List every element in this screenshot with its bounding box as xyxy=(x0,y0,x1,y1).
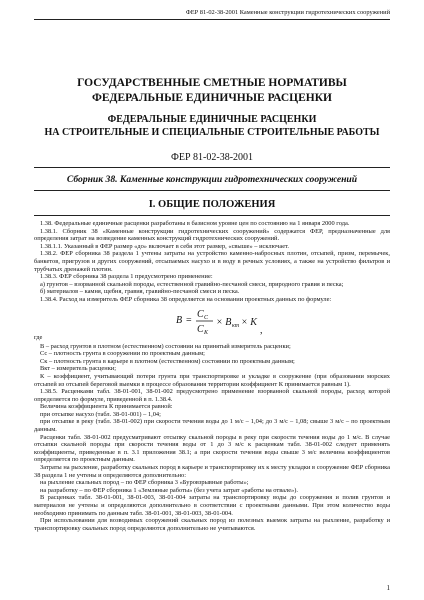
formula-graphic xyxy=(34,306,390,340)
formula-trailing: , xyxy=(260,324,263,336)
main-title-line-2: ФЕДЕРАЛЬНЫЕ ЕДИНИЧНЫЕ РАСЦЕНКИ xyxy=(91,92,333,104)
paragraph: б) материалов – камня, щебня, гравия, гравийно-песчаной смеси и песка. xyxy=(40,288,240,296)
where-label: где xyxy=(34,333,43,341)
paragraph: Расценки табл. 38-01-002 предусматривают отсыпку скальной породы в реку при скорости течения воды до 1 м/с. В случае отсыпки скальной породы при скорости течения воды от 1 до 3 м/с к расценкам табл. 38-01-002 следует применять коэффициенты, приведенные в п. 3.1 приложения 38.1; а при скорости течения воды свыше 3 м/с величина коэффициентов определяется по проектным данным. xyxy=(34,433,390,464)
header-rule xyxy=(34,19,390,20)
subtitle-line-1: ФЕДЕРАЛЬНЫЕ ЕДИНИЧНЫЕ РАСЦЕНКИ xyxy=(107,114,317,125)
paragraph: 1.38.2. ФЕР сборника 38 раздела 1 учтены затраты на устройство каменно-набросных плотин, отсыпей, призм, перемычек, банкетов, пригрузов и других сооружений, отсыпаемых насухо и в воду в речных условиях, а также на устройство фильтров и трубчатых дренажей плотин. xyxy=(34,250,390,273)
document-code: ФЕР 81-02-38-2001 xyxy=(170,152,254,163)
formula-denominator-sub: К xyxy=(204,329,208,336)
page-number: 1 xyxy=(386,584,390,592)
paragraph: Затраты на рыхление, разработку скальных пород в карьере и транспортировку их к месту укладки в сооружение ФЕР сборника 38 раздела 1 не учтены и определяются дополнительно: xyxy=(34,464,390,479)
paragraph: Вкт – измеритель расценки; xyxy=(40,365,116,373)
subtitle xyxy=(30,113,394,139)
formula-denominator: С xyxy=(197,323,204,335)
paragraph: а) грунтов – взорванной скальной породы, естественной гравийно-песчаной смеси, природного гравия и песка; xyxy=(40,280,344,288)
paragraph: 1.38.1.1. Указанный в ФЕР размер «до» включает в себя этот размер, «свыше» – исключает. xyxy=(40,242,289,250)
formula-lhs: В xyxy=(176,314,183,326)
paragraph: Величина коэффициента К принимается равной: xyxy=(40,403,173,411)
paragraph: 1.38.1. Сборник 38 «Каменные конструкции гидротехнических сооружений» содержатся ФЕР, предназначенные для определения затрат на возведение каменных конструкций гидротехнических сооружений. xyxy=(34,227,390,243)
code-rule xyxy=(34,167,390,168)
formula-numerator-sub: С xyxy=(204,314,209,321)
formula-times-1: × В xyxy=(216,316,232,328)
paragraph: 1.38.3. ФЕР сборника 38 раздела 1 предусмотрено применение: xyxy=(40,273,213,281)
main-title xyxy=(30,76,394,106)
formula xyxy=(34,306,390,340)
paragraph: 1.38.5. Расценками табл. 38-01-001, 38-01-002 предусмотрено применение взорванной скальной породы, расход которой определяется по формуле, приведенной в п. 1.38.4. xyxy=(34,388,390,403)
paragraph: 1.38.4. Расход на измеритель ФЕР сборника 38 определяется на основании проектных данных по формуле: xyxy=(40,295,332,303)
paragraph: на разработку – по ФЕР сборника 1 «Земляные работы» (без учета затрат «работы на отвале»). xyxy=(40,486,298,494)
paragraph: При использовании для возводимых сооружений скальных пород из полезных выемок затраты на рыхление, разработку и транспортировку скальных пород определяются дополнительно не учитываются. xyxy=(34,517,390,532)
body-text xyxy=(34,220,390,532)
formula-times-1-sub: кт xyxy=(232,322,240,329)
running-header: ФЕР 81-02-38-2001 Каменные конструкции гидротехнических сооружений xyxy=(185,9,390,16)
paragraph: Сс – плотность грунта в сооружении по проектным данным; xyxy=(40,350,205,358)
section-title: I. ОБЩИЕ ПОЛОЖЕНИЯ xyxy=(148,199,276,210)
section-rule xyxy=(34,215,390,216)
paragraph: К – коэффициент, учитывающий потери грунта при транспортировке и укладке в сооружение (при образовании морских отсыпей из отсыпей береговой выемки в процессе образования территории коэффициент К принимается равным 1). xyxy=(34,372,390,388)
paragraph: при отсыпке в реку (табл. 38-01-002) при скорости течения воды до 1 м/с – 1,04; до 3 м/с – 1,08; свыше 3 м/с – по проектным данным. xyxy=(34,418,390,434)
formula-times-2: × К xyxy=(241,316,257,328)
paragraph: В – расход грунтов в плотном (естественном) состоянии на принятый измеритель расценки; xyxy=(40,342,291,350)
collection-rule xyxy=(34,190,390,191)
main-title-line-1: ГОСУДАРСТВЕННЫЕ СМЕТНЫЕ НОРМАТИВЫ xyxy=(77,77,347,89)
paragraph: 1.38. Федеральные единичные расценки разработаны в базисном уровне цен по состоянию на 1 января 2000 года. xyxy=(40,220,350,227)
formula-numerator: С xyxy=(197,308,204,320)
paragraphs-before-formula xyxy=(34,220,390,304)
paragraph: В расценках табл. 38-01-001, 38-01-003, 38-01-004 затраты на транспортировку воды до сооружения и полив грунтов и материалов не учтены и определяются дополнительно в соответствии с проектными данными. При этом количество воды необходимо принимать по данным табл. 38-01-001, 38-01-003, 38-01-004. xyxy=(34,494,390,517)
paragraphs-after-formula xyxy=(34,343,390,533)
subtitle-line-2: НА СТРОИТЕЛЬНЫЕ И СПЕЦИАЛЬНЫЕ СТРОИТЕЛЬНЫЕ РАБОТЫ xyxy=(44,127,380,138)
paragraph: на рыхление скальных пород – по ФЕР сборника 3 «Буровзрывные работы»; xyxy=(40,479,249,487)
paragraph: Ск – плотность грунта в карьере в плотном (естественном) состоянии по проектным данным; xyxy=(40,357,295,365)
formula-equals: = xyxy=(186,314,192,326)
collection-title: Сборник 38. Каменные конструкции гидротехнических сооружений xyxy=(66,174,358,185)
paragraph: при отсыпке насухо (табл. 38-01-001) – 1,04; xyxy=(40,410,161,418)
